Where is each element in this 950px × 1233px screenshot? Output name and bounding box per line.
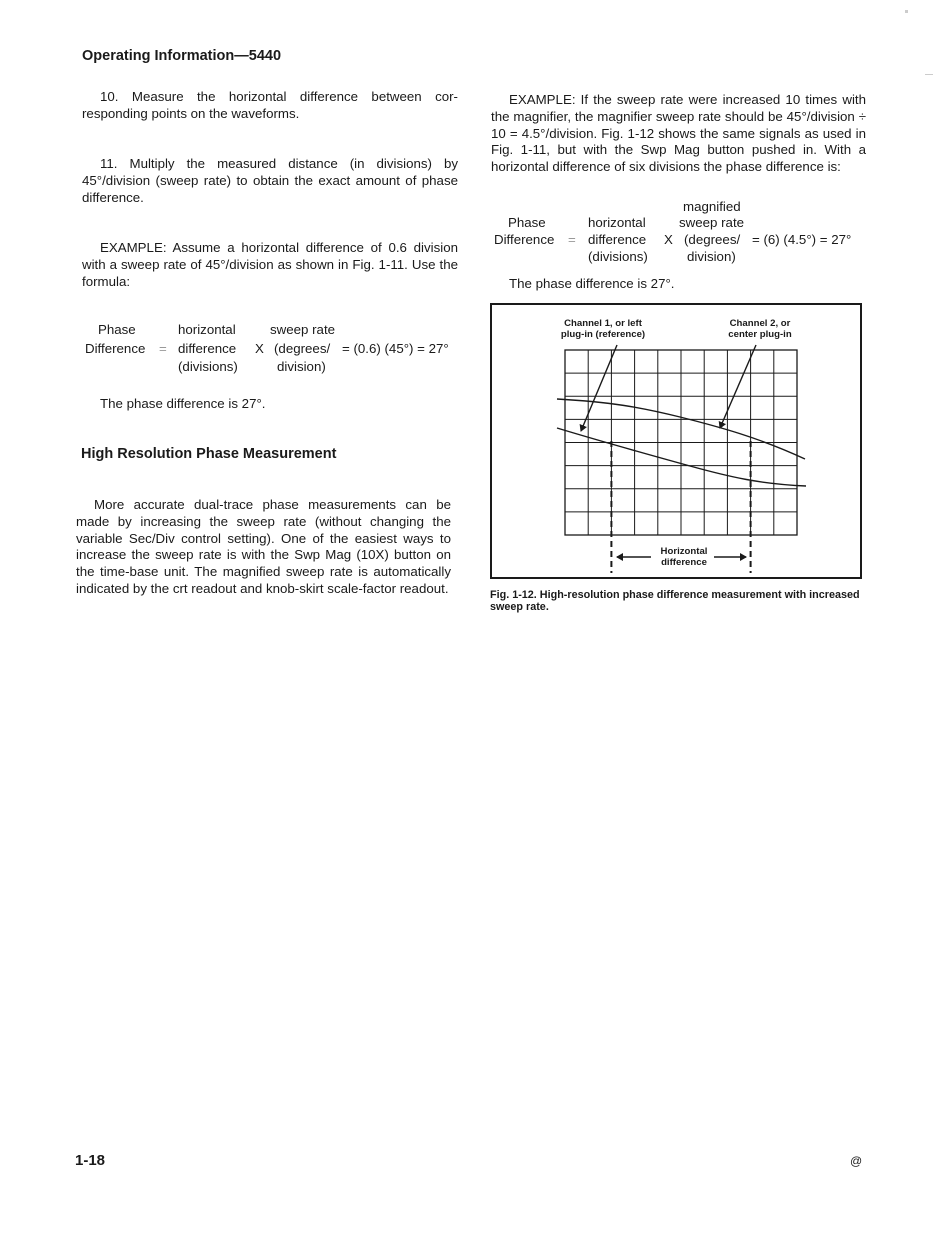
label-channel-1-line2: plug-in (reference)	[560, 329, 646, 340]
label-horizontal-line1: Horizontal	[660, 546, 708, 557]
formula-horizontal: horizontal	[178, 322, 236, 337]
example-left: EXAMPLE: Assume a horizontal difference of 0.6 division with a sweep rate of 45°/division as shown in Fig. 1-11. Use the formula:	[82, 240, 458, 289]
formula-division: division)	[277, 359, 326, 374]
formula-divisions: (divisions)	[588, 249, 648, 264]
formula-magnified: magnified	[683, 199, 741, 214]
step-11: 11. Multiply the measured distance (in divisions) by 45°/division (sweep rate) to obtain the exact amount of phase difference.	[82, 156, 458, 205]
formula-difference: Difference	[494, 232, 555, 247]
formula-equals: =	[568, 232, 576, 247]
formula-times: X	[664, 232, 673, 247]
figure-caption: Fig. 1-12. High-resolution phase difference measurement with increased sweep rate.	[490, 589, 860, 613]
formula-calc: = (0.6) (45°) = 27°	[342, 341, 449, 356]
formula-division: division)	[687, 249, 736, 264]
label-channel-2-line2: center plug-in	[728, 329, 792, 340]
label-channel-2-line1: Channel 2, or	[729, 318, 791, 329]
result-left: The phase difference is 27°.	[100, 396, 266, 411]
formula-divisions: (divisions)	[178, 359, 238, 374]
label-horizontal-difference	[645, 546, 723, 568]
scan-speck	[905, 10, 908, 13]
formula-calc: = (6) (4.5°) = 27°	[752, 232, 852, 247]
formula-times: X	[255, 341, 264, 356]
crt-diagram	[490, 303, 862, 579]
formula-degrees: (degrees/	[684, 232, 741, 247]
graticule	[565, 350, 797, 535]
scan-speck	[925, 74, 933, 75]
footer-mark: @	[850, 1154, 863, 1168]
formula-horiz-difference: difference	[178, 341, 237, 356]
formula-horiz-difference: difference	[588, 232, 647, 247]
label-channel-1-line1: Channel 1, or left	[564, 318, 642, 329]
formula-sweep-rate: sweep rate	[679, 215, 745, 230]
page-number: 1-18	[75, 1152, 106, 1169]
running-header: Operating Information—5440	[82, 48, 282, 64]
formula-phase: Phase	[508, 215, 546, 230]
label-horizontal-line2: difference	[661, 557, 707, 568]
formula-phase: Phase	[98, 322, 136, 337]
formula-equals: =	[159, 341, 167, 356]
result-right: The phase difference is 27°.	[509, 276, 675, 291]
high-res-body: More accurate dual-trace phase measurements can be made by increasing the sweep rate (without changing the variable Sec/Div control setting). One of the easiest ways to increase the sweep rate is with the Swp Mag (10X) button on the time-base unit. The magnified sweep rate is automatically indicated by the crt readout and knob-skirt scale-factor readout.	[76, 497, 451, 596]
formula-degrees: (degrees/	[274, 341, 331, 356]
section-heading: High Resolution Phase Measurement	[81, 446, 337, 462]
example-right: EXAMPLE: If the sweep rate were increased 10 times with the magnifier, the magnifier sweep rate should be 45°/division ÷ 10 = 4.5°/division. Fig. 1-12 shows the same signals as used in Fig. 1-11, but with the Swp Mag button pushed in. With a horizontal difference of six divisions the phase difference is:	[491, 92, 866, 175]
formula-sweep-rate: sweep rate	[270, 322, 336, 337]
step-10: 10. Measure the horizontal difference between cor-responding points on the waveforms.	[82, 89, 458, 121]
formula-horizontal: horizontal	[588, 215, 646, 230]
formula-difference: Difference	[85, 341, 146, 356]
